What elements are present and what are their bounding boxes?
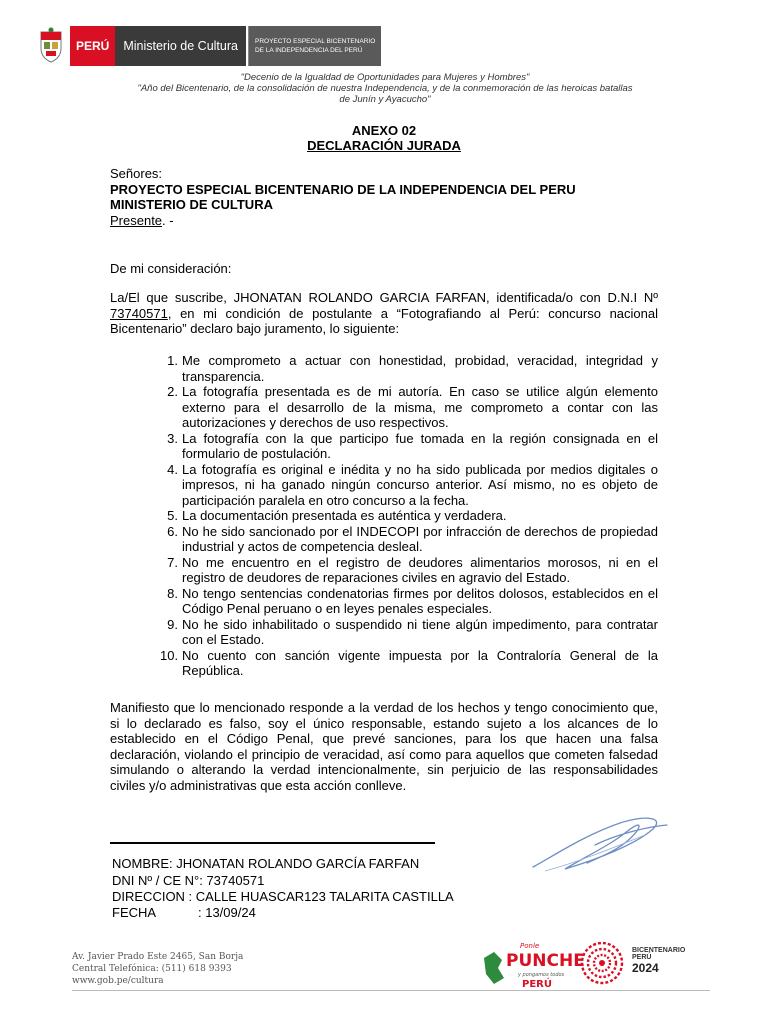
signature-line xyxy=(110,842,435,844)
item-text: Me comprometo a actuar con honestidad, probidad, veracidad, integridad y transparencia. xyxy=(182,353,658,384)
declaration-list xyxy=(160,353,658,679)
project-line-2: DE LA INDEPENDENCIA DEL PERÚ xyxy=(254,47,363,54)
signer-name: NOMBRE: JHONATAN ROLANDO GARCÍA FARFAN xyxy=(112,856,420,871)
ministry-logo xyxy=(36,26,381,66)
intro-paragraph xyxy=(110,290,658,337)
signer-address: DIRECCION : CALLE HUASCAR123 TALARITA CASTILLA xyxy=(112,889,454,904)
salutation: Señores: xyxy=(110,166,163,181)
ponle-punche-logo-icon xyxy=(480,938,585,990)
project-label xyxy=(248,26,381,66)
item-number: 9. xyxy=(167,616,178,632)
item-number: 10. xyxy=(160,647,179,663)
item-number: 7. xyxy=(167,554,178,570)
presente-word: Presente xyxy=(110,212,163,228)
svg-text:Ponle: Ponle xyxy=(520,942,540,950)
list-item xyxy=(160,462,658,509)
list-item xyxy=(160,431,658,462)
item-text: La fotografía presentada es de mi autoría. En caso se utilice algún elemento externo para el desarrollo de la misma, me comprometo a contar con las autorizaciones y derechos de uso respectivos. xyxy=(182,384,658,430)
item-number: 1. xyxy=(167,353,178,368)
footer-phone: Central Telefónica: (511) 618 9393 xyxy=(72,964,232,974)
presente-line xyxy=(110,213,658,229)
list-item xyxy=(160,524,658,555)
recipient-line-1: PROYECTO ESPECIAL BICENTENARIO DE LA INDEPENDENCIA DEL PERU xyxy=(110,181,576,197)
handwritten-signature-icon xyxy=(525,805,675,880)
item-number: 5. xyxy=(167,508,178,523)
intro-part-1: La/El que suscribe, JHONATAN ROLANDO GARCIA FARFAN, identificada/o con D.N.I Nº xyxy=(110,290,658,305)
consideration: De mi consideración: xyxy=(110,261,232,276)
anio-headline-2: de Junín y Ayacucho" xyxy=(339,94,431,105)
peru-label: PERÚ xyxy=(70,26,115,66)
item-number: 3. xyxy=(167,430,178,446)
item-number: 4. xyxy=(167,461,178,477)
item-text: No me encuentro en el registro de deudores alimentarios morosos, ni en el registro de deudores de reparaciones civiles en agravio del Estado. xyxy=(182,554,658,585)
bicentenario-line-1: BICENTENARIO xyxy=(632,947,686,954)
anio-headline-1: "Año del Bicentenario, de la consolidación de nuestra Independencia, y de la conmemoración de las heroicas batallas xyxy=(137,83,633,94)
list-item xyxy=(160,648,658,679)
bicentenario-sun-logo-icon xyxy=(574,938,630,988)
annex-title: ANEXO 02 xyxy=(351,123,417,138)
item-text: No tengo sentencias condenatorias firmes por delitos dolosos, establecidos en el Código Penal peruano o en leyes penales especiales. xyxy=(182,585,658,616)
ministry-label: Ministerio de Cultura xyxy=(115,26,246,66)
svg-text:PERÚ: PERÚ xyxy=(522,979,552,990)
intro-dni: 73740571 xyxy=(110,305,168,321)
closing-paragraph: Manifiesto que lo mencionado responde a la verdad de los hechos y tengo conocimiento que, si lo declarado es falso, soy el único responsable, estando sujeto a los alcances de lo establecido en el Código Penal, que prevé sanciones, para los que hacen una falsa declaración, violando el principio de veracidad, así como para aquellos que cometen falsedad simulando o alterando la verdad intencionalmente, sin perjuicio de las responsabilidades civiles y/o administrativas que esta acción conlleve. xyxy=(110,700,658,793)
bicentenario-wordmark xyxy=(632,947,712,975)
peru-coat-of-arms-icon xyxy=(36,26,66,64)
footer-address: Av. Javier Prado Este 2465, San Borja xyxy=(72,952,244,962)
list-item xyxy=(160,353,658,384)
decenio-headline: "Decenio de la Igualdad de Oportunidades para Mujeres y Hombres" xyxy=(240,72,530,83)
date-value: : 13/09/24 xyxy=(198,905,256,920)
signer-dni: DNI Nº / CE N°: 73740571 xyxy=(112,873,265,888)
list-item xyxy=(160,384,658,431)
item-number: 6. xyxy=(167,523,178,539)
list-item xyxy=(160,508,658,524)
presente-suffix: . - xyxy=(162,212,174,228)
item-text: No he sido inhabilitado o suspendido ni tiene algún impedimento, para contratar con el Estado. xyxy=(182,616,658,647)
footer-web: www.gob.pe/cultura xyxy=(72,976,164,986)
item-text: No he sido sancionado por el INDECOPI por infracción de derechos de propiedad industrial y actos de competencia desleal. xyxy=(182,523,658,554)
document-title: DECLARACIÓN JURADA xyxy=(307,138,461,153)
bicentenario-year: 2024 xyxy=(632,961,659,975)
svg-text:y pongamos todos: y pongamos todos xyxy=(518,972,565,978)
intro-part-2: , en mi condición de postulante a “Fotografiando al Perú: concurso nacional Bicentenario” declaro bajo juramento, lo siguiente: xyxy=(110,305,658,336)
project-line-1: PROYECTO ESPECIAL BICENTENARIO xyxy=(254,38,376,45)
list-item xyxy=(160,555,658,586)
list-item xyxy=(160,617,658,648)
signer-date xyxy=(112,905,256,920)
item-number: 8. xyxy=(167,585,178,601)
date-label: FECHA xyxy=(112,905,157,920)
list-item xyxy=(160,586,658,617)
item-text: La documentación presentada es auténtica y verdadera. xyxy=(182,508,507,523)
item-text: La fotografía es original e inédita y no ha sido publicada por medios digitales o impresos, ni ha ganado ningún concurso anterior. Así mismo, no es objeto de participación paralela en otro concurso a la fecha. xyxy=(182,461,658,508)
item-number: 2. xyxy=(167,384,178,399)
svg-text:PUNCHE: PUNCHE xyxy=(506,951,585,971)
recipient-line-2: MINISTERIO DE CULTURA xyxy=(110,197,273,212)
recipient-block xyxy=(110,166,658,228)
bicentenario-line-2: PERÚ xyxy=(632,954,652,961)
item-text: La fotografía con la que participo fue tomada en la región consignada en el formulario de postulación. xyxy=(182,430,658,461)
item-text: No cuento con sanción vigente impuesta por la Contraloría General de la República. xyxy=(182,647,658,678)
footer-divider xyxy=(72,990,710,991)
